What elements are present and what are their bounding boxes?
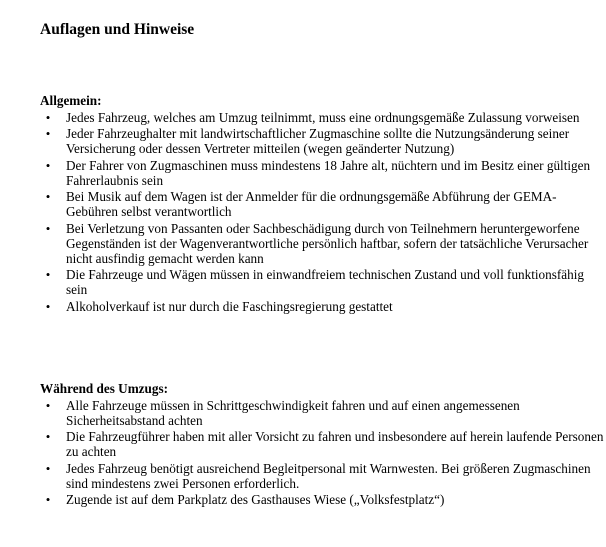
- rule-liability: [40, 221, 606, 266]
- bullet-icon: •: [45, 298, 51, 314]
- bullet-icon: •: [45, 492, 51, 507]
- section-heading-general: Allgemein:: [40, 93, 102, 108]
- rule-text: Alle Fahrzeuge müssen in Schrittgeschwindigkeit fahren und auf einen angemessenen Sicherheitsabstand achten: [66, 397, 520, 428]
- rule-text: Bei Verletzung von Passanten oder Sachbeschädigung durch von Teilnehmern heruntergeworfene Gegenständen ist der Wagenverantwortliche persönlich haftbar, sofern der tatsächliche Verursacher nicht ausfindig gemacht werden kann: [66, 220, 589, 266]
- rule-text: Jedes Fahrzeug, welches am Umzug teilnimmt, muss eine ordnungsgemäße Zulassung vorweisen: [66, 109, 580, 125]
- bullet-icon: •: [45, 189, 51, 204]
- rule-text: Der Fahrer von Zugmaschinen muss mindestens 18 Jahre alt, nüchtern und im Besitz einer gültigen Fahrerlaubnis sein: [66, 157, 591, 188]
- rule-parade-end: [40, 492, 606, 507]
- rule-careful-driving: [40, 429, 606, 459]
- rule-alcohol: [40, 299, 606, 314]
- rule-walking-speed: [40, 398, 606, 428]
- rule-registration: [40, 110, 606, 125]
- rule-text: Bei Musik auf dem Wagen ist der Anmelder für die ordnungsgemäße Abführung der GEMA-Gebühren selbst verantwortlich: [66, 189, 557, 219]
- bullet-icon: •: [45, 429, 51, 444]
- rule-text: Alkoholverkauf ist nur durch die Faschingsregierung gestattet: [66, 298, 393, 314]
- rule-escort-staff: [40, 461, 606, 491]
- bullet-icon: •: [45, 397, 51, 413]
- section-general: [40, 93, 606, 314]
- rule-text: Jeder Fahrzeughalter mit landwirtschaftlicher Zugmaschine sollte die Nutzungsänderung seiner Versicherung oder dessen Vertreter mitteilen (wegen geänderter Nutzung): [66, 126, 570, 156]
- rule-insurance: [40, 126, 606, 156]
- general-rules-list: [40, 110, 606, 314]
- rule-text: Zugende ist auf dem Parkplatz des Gasthauses Wiese („Volksfestplatz“): [66, 492, 445, 507]
- bullet-icon: •: [45, 460, 51, 476]
- bullet-icon: •: [45, 157, 51, 173]
- bullet-icon: •: [45, 220, 51, 236]
- section-during-parade: [40, 381, 606, 507]
- rule-driver: [40, 158, 606, 188]
- rule-gema: [40, 189, 606, 219]
- rule-text: Die Fahrzeugführer haben mit aller Vorsicht zu fahren und insbesondere auf herein laufende Personen zu achten: [66, 429, 604, 459]
- rule-vehicle-condition: [40, 267, 606, 297]
- bullet-icon: •: [45, 267, 51, 282]
- rule-text: Die Fahrzeuge und Wägen müssen in einwandfreiem technischen Zustand und voll funktionsfähig sein: [66, 267, 584, 297]
- bullet-icon: •: [45, 109, 51, 125]
- parade-rules-list: [40, 398, 606, 508]
- rule-text: Jedes Fahrzeug benötigt ausreichend Begleitpersonal mit Warnwesten. Bei größeren Zugmaschinen sind mindestens zwei Personen erforderlich.: [66, 460, 591, 491]
- section-heading-during-parade: Während des Umzugs:: [40, 381, 168, 396]
- bullet-icon: •: [45, 126, 51, 141]
- document-title: Auflagen und Hinweise: [40, 21, 195, 38]
